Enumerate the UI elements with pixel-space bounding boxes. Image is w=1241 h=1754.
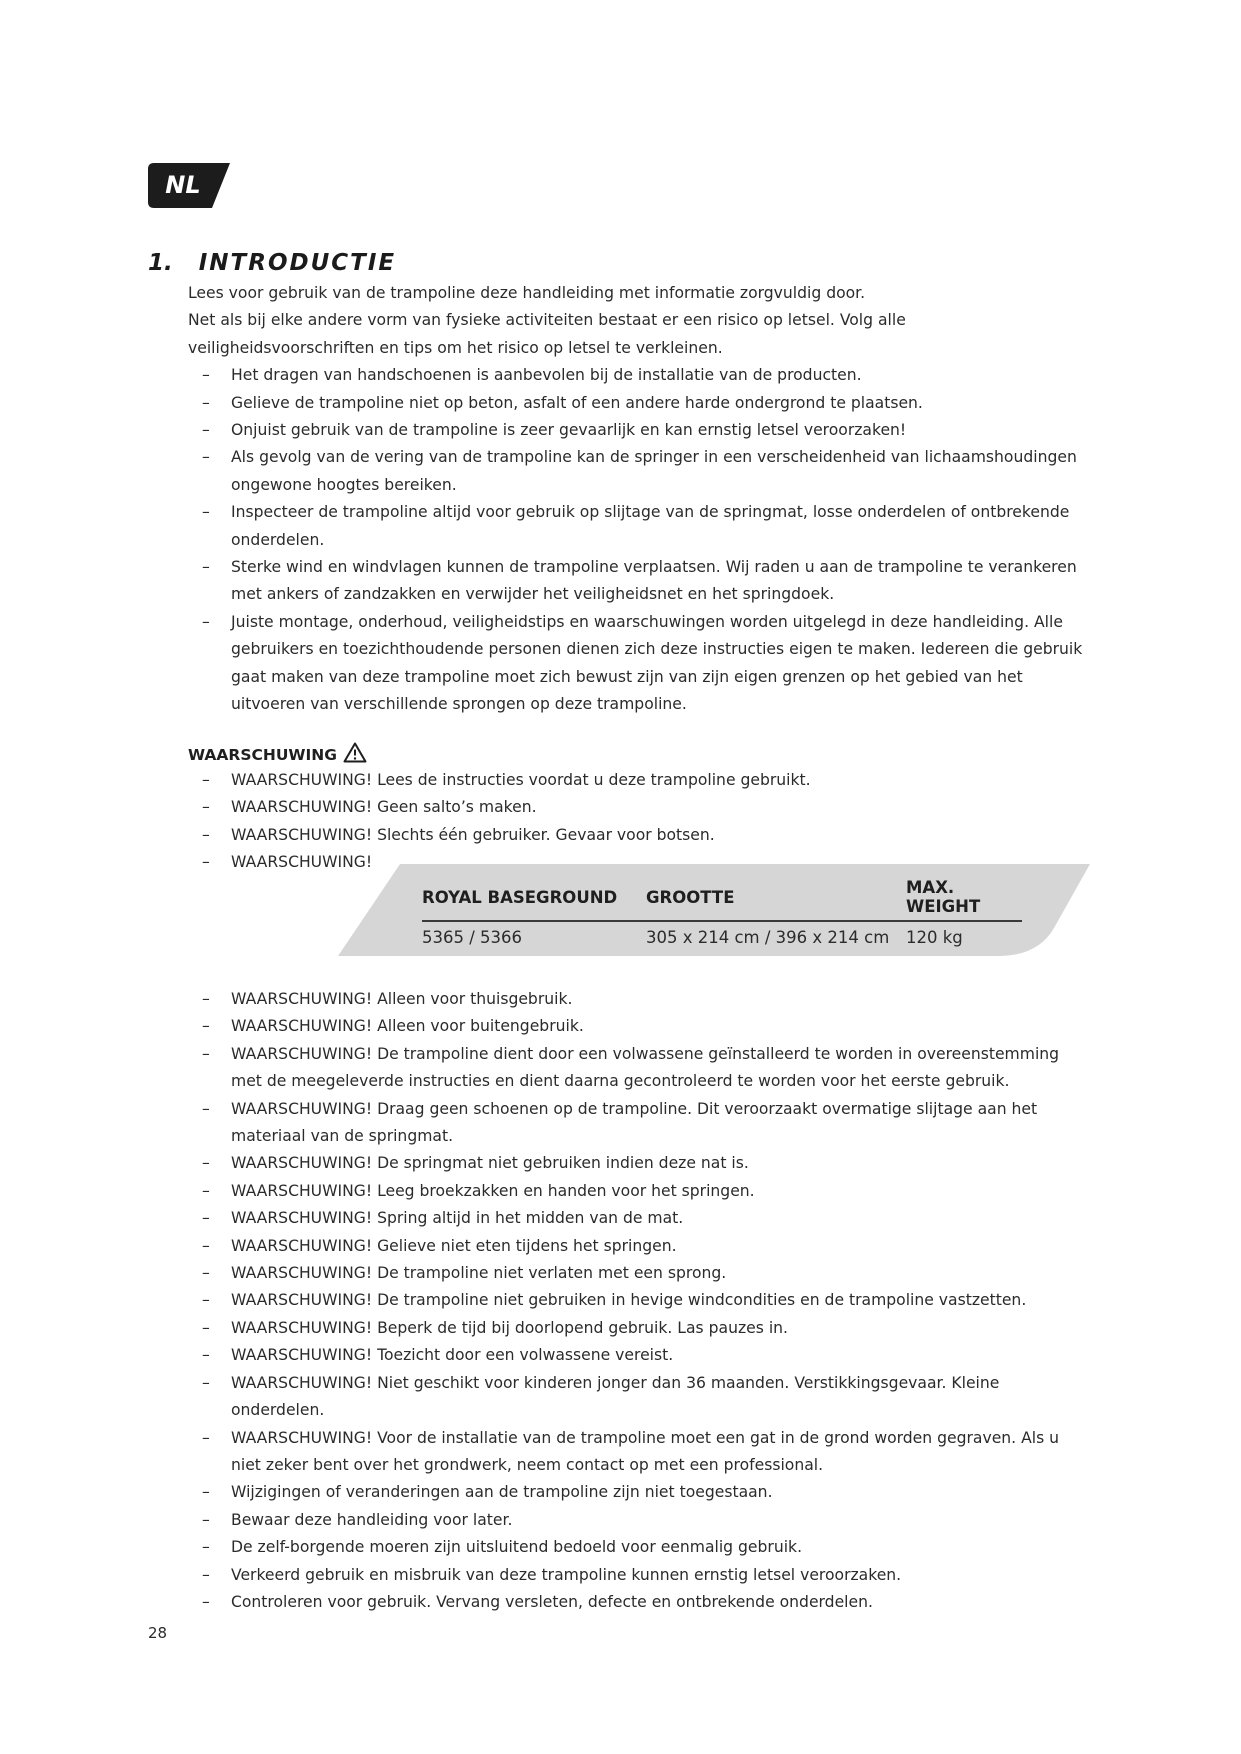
spec-cell-size: 305 x 214 cm / 396 x 214 cm	[646, 928, 890, 947]
spec-header-model: ROYAL BASEGROUND	[422, 878, 646, 921]
list-item: – Gelieve de trampoline niet op beton, asfalt of een andere harde ondergrond te plaatsen.	[202, 393, 923, 412]
list-item: – WAARSCHUWING! Geen salto’s maken.	[202, 798, 537, 817]
list-item: – WAARSCHUWING! Lees de instructies voordat u deze trampoline gebruikt.	[202, 771, 811, 789]
warning-heading: WAARSCHUWING	[188, 742, 367, 767]
list-item: – WAARSCHUWING! Gelieve niet eten tijdens het springen.	[202, 1236, 677, 1255]
spec-table-header-row	[422, 878, 1022, 921]
list-item: – Bewaar deze handleiding voor later.	[202, 1510, 513, 1529]
warning-list-top	[188, 767, 1088, 877]
language-badge	[148, 163, 232, 208]
list-item: – WAARSCHUWING! Niet geschikt voor kinderen jonger dan 36 maanden. Verstikkingsgevaar. Kleine onderdelen.	[202, 1373, 1000, 1420]
list-item: – Onjuist gebruik van de trampoline is zeer gevaarlijk en kan ernstig letsel veroorzaken!	[202, 421, 907, 440]
list-item: – WAARSCHUWING! Toezicht door een volwassene vereist.	[202, 1346, 674, 1365]
spec-cell-model: 5365 / 5366	[422, 928, 523, 947]
list-item: – De zelf-borgende moeren zijn uitsluitend bedoeld voor eenmalig gebruik.	[202, 1538, 803, 1557]
spec-table	[422, 878, 1022, 947]
list-item: – WAARSCHUWING! De springmat niet gebruiken indien deze nat is.	[202, 1154, 749, 1173]
list-item: – WAARSCHUWING! Alleen voor thuisgebruik.	[202, 990, 573, 1008]
spec-panel	[338, 864, 1090, 956]
list-item: – Controleren voor gebruik. Vervang versleten, defecte en ontbrekende onderdelen.	[202, 1592, 873, 1611]
list-item: – Sterke wind en windvlagen kunnen de trampoline verplaatsen. Wij raden u aan de trampoline te verankeren met ankers of zandzakken en verwijder het veiligheidsnet en het springdoek.	[202, 558, 1077, 604]
list-item: – WAARSCHUWING! Slechts één gebruiker. Gevaar voor botsen.	[202, 825, 715, 844]
list-item: – WAARSCHUWING!	[202, 853, 373, 872]
warning-list-bottom	[188, 986, 1088, 1616]
list-item: – WAARSCHUWING! Beperk de tijd bij doorlopend gebruik. Las pauzes in.	[202, 1318, 789, 1337]
intro-section	[188, 280, 1088, 719]
spec-cell-max-weight: 120 kg	[906, 928, 963, 947]
section-heading	[148, 250, 396, 276]
list-item: – Inspecteer de trampoline altijd voor gebruik op slijtage van de springmat, losse onderdelen of ontbrekende onderdelen.	[202, 503, 1070, 549]
list-item: – WAARSCHUWING! De trampoline niet verlaten met een sprong.	[202, 1264, 727, 1283]
section-number: 1.	[148, 250, 173, 276]
list-item: – WAARSCHUWING! Voor de installatie van de trampoline moet een gat in de grond worden gegraven. Als u niet zeker bent over het grondwerk, neem contact op met een professional.	[202, 1428, 1060, 1474]
intro-paragraph: Net als bij elke andere vorm van fysieke activiteiten bestaat er een risico op letsel. Volg alle veiligheidsvoorschriften en tips om het risico op letsel te verkleinen.	[188, 311, 906, 357]
list-item: – WAARSCHUWING! Alleen voor buitengebruik.	[202, 1017, 584, 1036]
list-item: – WAARSCHUWING! Leeg broekzakken en handen voor het springen.	[202, 1181, 755, 1200]
list-item: – Als gevolg van de vering van de trampoline kan de springer in een verscheidenheid van lichaamshoudingen ongewone hoogtes bereiken.	[202, 448, 1077, 494]
page-number: 28	[148, 1624, 168, 1642]
intro-paragraph: Lees voor gebruik van de trampoline deze handleiding met informatie zorgvuldig door.	[188, 284, 866, 302]
section-title: INTRODUCTIE	[198, 250, 397, 276]
intro-list	[188, 362, 1088, 718]
warning-triangle-icon	[343, 742, 367, 763]
list-item: – WAARSCHUWING! Draag geen schoenen op de trampoline. Dit veroorzaakt overmatige slijtage aan het materiaal van de springmat.	[202, 1099, 1038, 1146]
list-item: – Juiste montage, onderhoud, veiligheidstips en waarschuwingen worden uitgelegd in deze handleiding. Alle gebruikers en toezichthoudende personen dienen zich deze instructies eigen te maken. Iedereen die gebruik gaat maken van deze trampoline moet zich bewust zijn van zijn eigen grenzen op het gebied van het uitvoeren van verschillende sprongen op deze trampoline.	[202, 612, 1083, 714]
list-item: – WAARSCHUWING! Spring altijd in het midden van de mat.	[202, 1209, 684, 1228]
table-row	[422, 921, 1022, 947]
language-badge-label: NL	[165, 171, 201, 199]
list-item: – Het dragen van handschoenen is aanbevolen bij de installatie van de producten.	[202, 366, 862, 385]
list-item: – WAARSCHUWING! De trampoline dient door een volwassene geïnstalleerd te worden in overeenstemming met de meegeleverde instructies en dient daarna gecontroleerd te worden voor het eerste gebruik.	[202, 1044, 1060, 1091]
list-item: – Verkeerd gebruik en misbruik van deze trampoline kunnen ernstig letsel veroorzaken.	[202, 1565, 902, 1584]
list-item: – Wijzigingen of veranderingen aan de trampoline zijn niet toegestaan.	[202, 1483, 773, 1502]
spec-header-max-weight: MAX. WEIGHT	[906, 878, 1022, 921]
spec-header-size: GROOTTE	[646, 878, 906, 921]
list-item: – WAARSCHUWING! De trampoline niet gebruiken in hevige windcondities en de trampoline vastzetten.	[202, 1291, 1027, 1310]
